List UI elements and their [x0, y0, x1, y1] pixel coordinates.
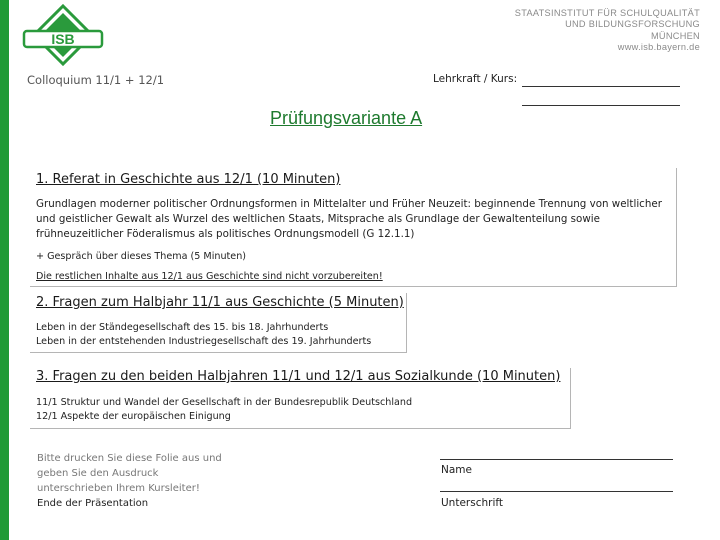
section-1-warning: Die restlichen Inhalte aus 12/1 aus Geschichte sind nicht vorzubereiten! [36, 271, 383, 282]
teacher-line-2 [522, 105, 680, 106]
name-label: Name [441, 464, 472, 476]
print-note-text: Bitte drucken Sie diese Folie aus und geben Sie den Ausdruck unterschrieben Ihrem Kursleiter! [37, 453, 222, 494]
name-line [440, 459, 673, 460]
colloquium-label: Colloquium 11/1 + 12/1 [27, 73, 165, 87]
institute-line: MÜNCHEN [650, 30, 700, 41]
institute-line: UND BILDUNGSFORSCHUNG [565, 19, 700, 30]
end-of-presentation: Ende der Präsentation [37, 498, 149, 509]
section-1-extra: + Gespräch über dieses Thema (5 Minuten) [36, 251, 247, 262]
institute-line: STAATSINSTITUT FÜR SCHULQUALITÄT [514, 8, 700, 18]
isb-logo [18, 4, 108, 66]
signature-line [440, 491, 673, 492]
teacher-course-label: Lehrkraft / Kurs: [433, 73, 518, 85]
signature-label: Unterschrift [441, 497, 503, 509]
section-2-heading: 2. Fragen zum Halbjahr 11/1 aus Geschichte (5 Minuten) [36, 295, 404, 310]
section-2-line: Leben in der Ständegesellschaft des 15. bis 18. Jahrhunderts [36, 322, 329, 333]
section-2-line: Leben in der entstehenden Industriegesellschaft des 19. Jahrhunderts [36, 336, 372, 347]
teacher-line-1 [522, 86, 680, 87]
section-3-line: 11/1 Struktur und Wandel der Gesellschaft in der Bundesrepublik Deutschland [36, 397, 413, 408]
page-title: Prüfungsvariante A [270, 108, 423, 128]
section-3-line: 12/1 Aspekte der europäischen Einigung [36, 411, 231, 422]
section-1-heading: 1. Referat in Geschichte aus 12/1 (10 Minuten) [36, 172, 341, 187]
print-note [37, 451, 227, 511]
green-side-bar [0, 0, 9, 540]
institute-name [515, 8, 700, 54]
section-1-text: Grundlagen moderner politischer Ordnungsformen in Mittelalter und Früher Neuzeit: beginnende Trennung von weltlicher und geistlicher Gewalt als Wurzel des weltlichen Staats, Mitsprache als Grundlage der Gewaltenteilung sowie frühneuzeitlicher Föderalismus als politisches Ordnungsmodell (G 12.1.1) [36, 198, 662, 240]
logo-text: ISB [51, 31, 75, 47]
institute-url: www.isb.bayern.de [617, 42, 700, 53]
section-3-heading: 3. Fragen zu den beiden Halbjahren 11/1 und 12/1 aus Sozialkunde (10 Minuten) [36, 369, 561, 384]
